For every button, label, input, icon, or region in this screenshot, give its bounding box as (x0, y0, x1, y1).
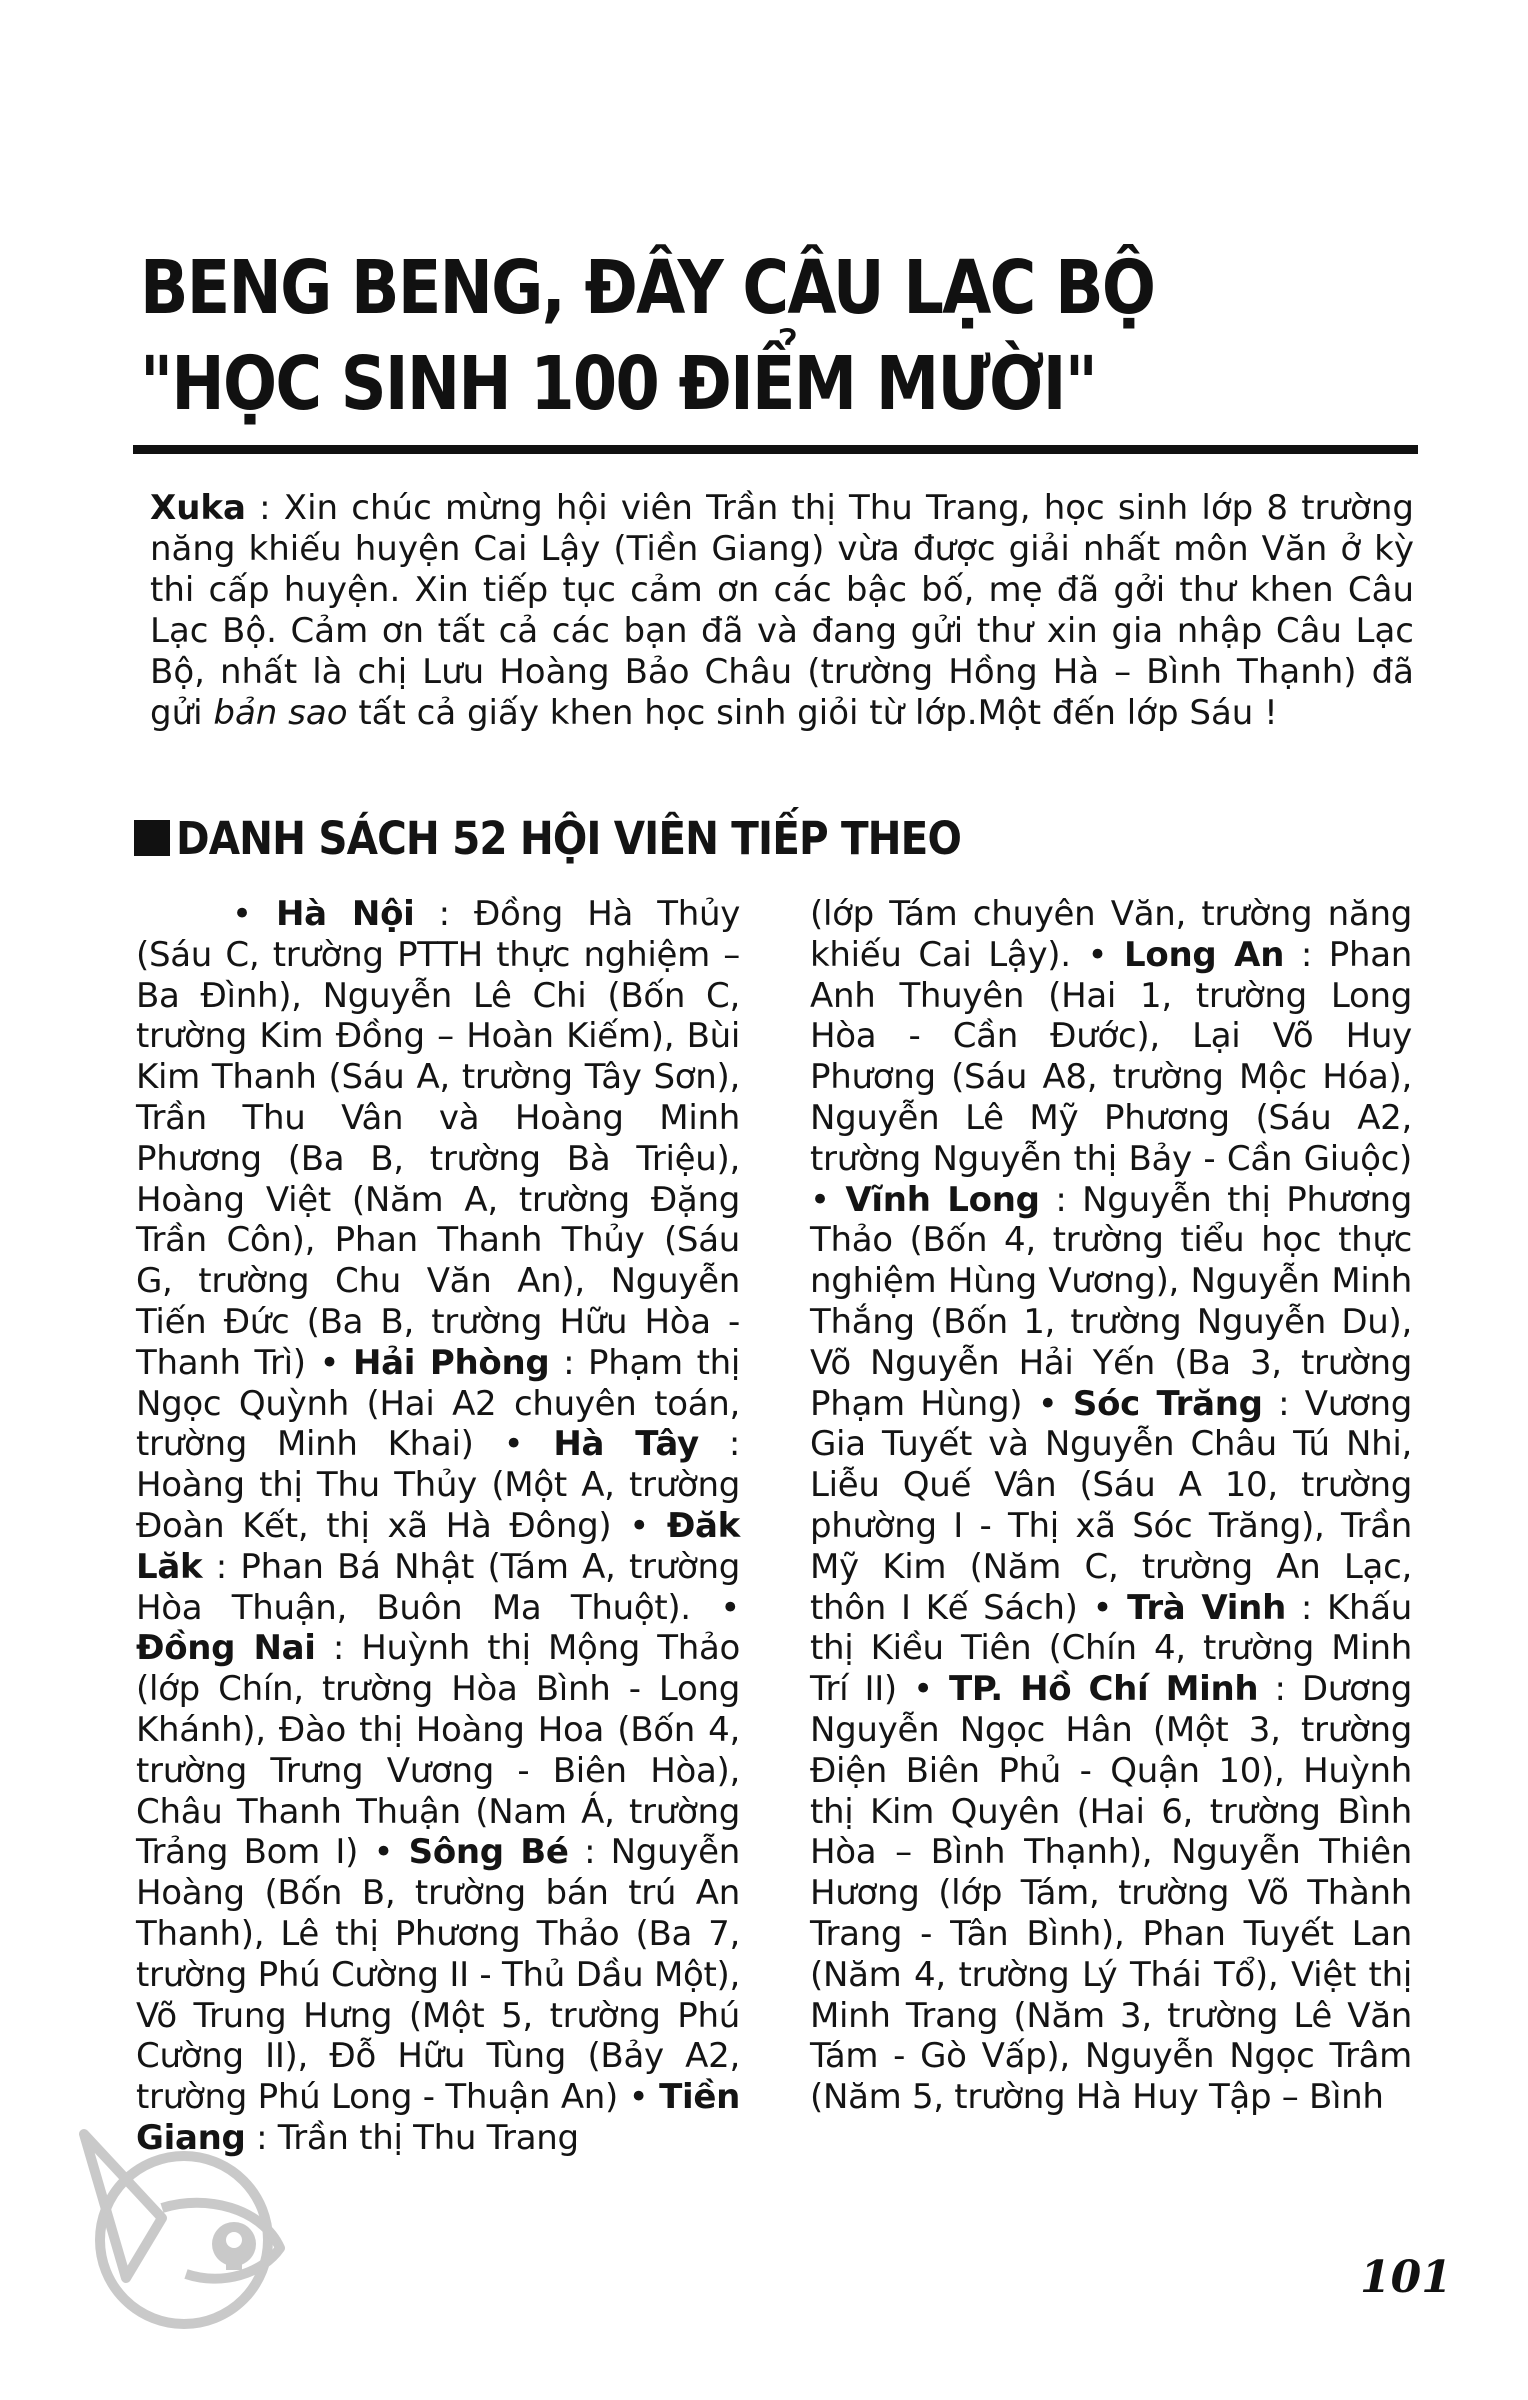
section-heading (134, 810, 1048, 866)
province-name: TP. Hồ Chí Minh (949, 1669, 1259, 1710)
province-members: : Khấu thị Kiều Tiên (Chín 4, trường Minh Trí II) • (810, 1587, 1413, 1710)
province-members: : Trần thị Thu Trang (245, 2117, 579, 2158)
section-heading-text: DANH SÁCH 52 HỘI VIÊN TIẾP THEO (176, 811, 961, 865)
province-name: Hà Tây (553, 1424, 699, 1465)
province-members: : Nguyễn Hoàng (Bốn B, trường bán trú An Thanh), Lê thị Phương Thảo (Ba 7, trường Phú Cường II - Thủ Dầu Một), Võ Trung Hưng (Một 5, trường Phú Cường II), Đỗ Hữu Tùng (Bảy A2, trường Phú Long - Thuận An) • (136, 1832, 740, 2118)
province-members: : Vương Gia Tuyết và Nguyễn Châu Tú Nhi, Liễu Quế Vân (Sáu A 10, trường phường I - Thị xã Sóc Trăng), Trần Mỹ Kim (Năm C, trường An Lạc, thôn I Kế Sách) • (810, 1383, 1412, 1628)
province-name: Tiền Giang (136, 2077, 740, 2158)
member-list-left-column (136, 894, 740, 2159)
province-members: : Dương Nguyễn Ngọc Hân (Một 3, trường Điện Biên Phủ - Quận 10), Huỳnh thị Kim Quyên (Hai 6, trường Bình Hòa – Bình Thạnh), Nguyễn Thiên Hương (lớp Tám, trường Võ Thành Trang - Tân Bình), Phan Tuyết Lan (Năm 4, trường Lý Thái Tổ), Việt thị Minh Trang (Năm 3, trường Lê Văn Tám - Gò Vấp), Nguyễn Ngọc Trâm (Năm 5, trường Hà Huy Tập – Bình (810, 1669, 1412, 2118)
intro-paragraph (150, 488, 1414, 734)
province-members: : Phan Bá Nhật (Tám A, trường Hòa Thuận, Buôn Ma Thuột). • (136, 1546, 740, 1628)
square-bullet-icon (134, 820, 170, 856)
doraemon-bell-logo-icon (66, 2098, 306, 2338)
intro-text-2: tất cả giấy khen học sinh giỏi từ lớp.Một đến lớp Sáu ! (347, 693, 1278, 733)
province-name: Đăk Lăk (136, 1505, 740, 1587)
article-title-line-1: BENG BENG, ĐÂY CÂU LẠC BỘ (140, 245, 1155, 331)
article-title (140, 240, 1241, 432)
province-name: Sông Bé (408, 1832, 569, 1873)
intro-text-1: : Xin chúc mừng hội viên Trần thị Thu Trang, học sinh lớp 8 trường năng khiếu huyện Cai Lậy (Tiền Giang) vừa được giải nhất môn Văn ở kỳ thi cấp huyện. Xin tiếp tục cảm ơn các bậc bố, mẹ đã gởi thư khen Câu Lạc Bộ. Cảm ơn tất cả các bạn đã và đang gửi thư xin gia nhập Câu Lạc Bộ, nhất là chị Lưu Hoàng Bảo Châu (trường Hồng Hà – Bình Thạnh) đã gửi (150, 488, 1414, 733)
province-name: Long An (1124, 934, 1285, 975)
province-name: Vĩnh Long (845, 1179, 1040, 1220)
intro-emphasis: bản sao (213, 693, 348, 733)
province-members: : Đồng Hà Thủy (Sáu C, trường PTTH thực nghiệm – Ba Đình), Nguyễn Lê Chi (Bốn C, trường Kim Đồng – Hoàn Kiếm), Bùi Kim Thanh (Sáu A, trường Tây Sơn), Trần Thu Vân và Hoàng Minh Phương (Ba B, trường Bà Triệu), Hoàng Việt (Năm A, trường Đặng Trần Côn), Phan Thanh Thủy (Sáu G, trường Chu Văn An), Nguyễn Tiến Đức (Ba B, trường Hữu Hòa - Thanh Trì) • (136, 894, 741, 1383)
province-members: : Nguyễn thị Phương Thảo (Bốn 4, trường tiểu học thực nghiệm Hùng Vương), Nguyễn Minh Thắng (Bốn 1, trường Nguyễn Du), Võ Nguyễn Hải Yến (Ba 3, trường Phạm Hùng) • (810, 1179, 1412, 1424)
province-name: Sóc Trăng (1072, 1383, 1263, 1424)
province-members: : Phạm thị Ngọc Quỳnh (Hai A2 chuyên toán, trường Minh Khai) • (136, 1342, 741, 1465)
province-members: : Huỳnh thị Mộng Thảo (lớp Chín, trường Hòa Bình - Long Khánh), Đào thị Hoàng Hoa (Bốn 4, trường Trưng Vương - Biên Hòa), Châu Thanh Thuận (Nam Á, trường Trảng Bom I) • (136, 1628, 740, 1873)
province-members: : Phan Anh Thuyên (Hai 1, trường Long Hòa - Cần Đước), Lại Võ Huy Phương (Sáu A8, trường Mộc Hóa), Nguyễn Lê Mỹ Phương (Sáu A2, trường Nguyễn thị Bảy - Cần Giuộc) • (810, 934, 1413, 1220)
province-members: : Hoàng thị Thu Thủy (Một A, trường Đoàn Kết, thị xã Hà Đông) • (136, 1424, 740, 1546)
province-name: Hải Phòng (352, 1342, 550, 1383)
list-lead-bullet: • (232, 894, 276, 934)
intro-speaker: Xuka (150, 488, 246, 528)
province-name: Hà Nội (275, 894, 415, 934)
province-name: Trà Vinh (1127, 1587, 1286, 1628)
province-members: (lớp Tám chuyên Văn, trường năng khiếu Cai Lậy). • (810, 894, 1412, 975)
province-name: Đồng Nai (136, 1628, 316, 1669)
article-title-line-2: "HỌC SINH 100 ĐIỂM MƯỜI" (140, 341, 1097, 427)
member-list-right-column (810, 894, 1412, 2118)
title-divider (133, 445, 1418, 454)
page-number: 101 (1360, 2252, 1452, 2303)
